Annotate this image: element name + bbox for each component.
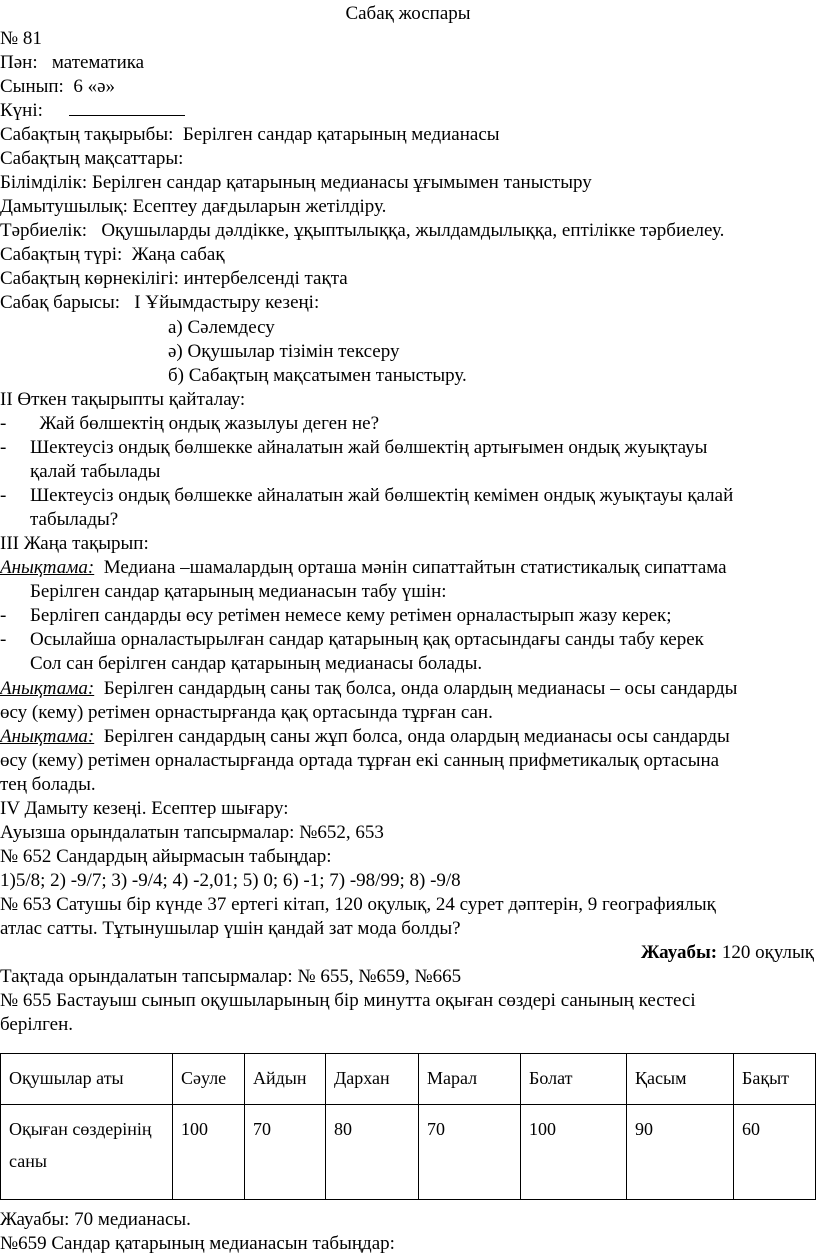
definition-label: Анықтама:	[0, 678, 95, 699]
task-653-cont: атлас сатты. Тұтынушылар үшін қандай зат мода болды?	[0, 918, 461, 939]
stage3-heading: III Жаңа тақырып:	[0, 533, 149, 554]
topic-label: Сабақтың тақырыбы:	[0, 124, 174, 145]
table-row	[1, 1054, 816, 1105]
definition-label: Анықтама:	[0, 726, 95, 747]
date-blank	[69, 99, 185, 116]
page-title: Сабақ жоспары	[345, 3, 471, 24]
task-659: №659 Сандар қатарының медианасын табыңдар:	[0, 1233, 395, 1254]
step-item: - Осылайша орналастырылған сандар қатарының қақ ортасындағы санды табу керек	[0, 629, 704, 650]
date-label: Күні:	[0, 100, 43, 121]
table-header-cell: Айдын	[245, 1054, 326, 1105]
visual-label: Сабақтың көрнекілігі:	[0, 268, 179, 289]
board-tasks: Тақтада орындалатын тапсырмалар: № 655, №659, №665	[0, 966, 462, 987]
table-header-cell: Сәуле	[173, 1054, 245, 1105]
review-question: - Шектеусіз ондық бөлшекке айналатын жай бөлшектің артығымен ондық жуықтауы	[0, 437, 708, 458]
definition-3-cont: тең болады.	[0, 774, 96, 795]
table-row-label: Оқыған сөздерінің саны	[1, 1105, 173, 1200]
lesson-visual	[0, 267, 348, 291]
table-cell: 100	[173, 1105, 245, 1200]
upb-label: Тәрбиелік:	[0, 220, 88, 241]
stage4-heading: IV Дамыту кезеңі. Есептер шығару:	[0, 798, 289, 819]
definition-1: Анықтама: Медиана –шамалардың орташа мәнін сипаттайтын статистикалық сипаттама	[0, 557, 727, 578]
edu-aim	[0, 171, 592, 195]
table-cell: 90	[627, 1105, 734, 1200]
definition-3: Анықтама: Берілген сандардың саны жұп болса, онда олардың медианасы осы сандарды	[0, 726, 730, 747]
review-question: - Жай бөлшектің ондық жазылуы деген не?	[0, 413, 380, 434]
lesson-type	[0, 243, 225, 267]
task-653: № 653 Сатушы бір күнде 37 ертегі кітап, 120 оқулық, 24 сурет дәптерін, 9 географиялық	[0, 894, 716, 915]
task-655-cont: берілген.	[0, 1014, 74, 1035]
upbringing-aim	[0, 219, 724, 243]
table-header-cell: Оқушылар аты	[1, 1054, 173, 1105]
edu-value: Берілген сандар қатарының медианасы ұғымымен таныстыру	[91, 172, 592, 193]
table-cell: 70	[245, 1105, 326, 1200]
answer-655: Жауабы: 70 медианасы.	[0, 1209, 191, 1230]
definition-1-cont: Берілген сандар қатарының медианасын табу үшін:	[30, 581, 447, 602]
dev-value: Есептеу дағдыларын жетілдіру.	[132, 196, 387, 217]
table-header-cell: Марал	[419, 1054, 521, 1105]
stage1-item: б) Сабақтың мақсатымен таныстыру.	[168, 365, 467, 386]
task-655: № 655 Бастауыш сынып оқушыларының бір минутта оқыған сөздері санының кестесі	[0, 990, 696, 1011]
stage1-item: а) Сәлемдесу	[168, 317, 275, 338]
step-item: - Берлігеп сандарды өсу ретімен немесе кему ретімен орналастырып жазу керек;	[0, 605, 672, 626]
dev-aim	[0, 195, 386, 219]
definition-label: Анықтама:	[0, 557, 95, 578]
stage2-heading: II Өткен тақырыпты қайталау:	[0, 389, 246, 410]
type-value: Жаңа сабақ	[131, 244, 225, 265]
class-line	[0, 75, 115, 99]
task-652: № 652 Сандардың айырмасын табыңдар:	[0, 846, 332, 867]
subject-label: Пән:	[0, 52, 38, 73]
topic-line	[0, 123, 500, 147]
class-label: Сынып:	[0, 76, 64, 97]
oral-tasks: Ауызша орындалатын тапсырмалар: №652, 653	[0, 822, 384, 843]
task-652-items: 1)5/8; 2) -9/7; 3) -9/4; 4) -2,01; 5) 0; 6) -1; 7) -98/99; 8) -9/8	[0, 870, 461, 891]
step-item-cont: Сол сан берілген сандар қатарының медианасы болады.	[30, 653, 483, 674]
aims-heading: Сабақтың мақсаттары:	[0, 148, 184, 169]
words-read-table	[0, 1053, 816, 1200]
table-header-cell: Қасым	[627, 1054, 734, 1105]
review-question: - Шектеусіз ондық бөлшекке айналатын жай бөлшектің кемімен ондық жуықтауы қалай	[0, 485, 734, 506]
upb-value: Оқушыларды дәлдікке, ұқыптылыққа, жылдамдылыққа, ептілікке тәрбиелеу.	[101, 220, 725, 241]
table-header-cell: Бақыт	[734, 1054, 816, 1105]
flow-label: Сабақ барысы:	[0, 292, 121, 313]
table-cell: 100	[521, 1105, 627, 1200]
review-question-cont: табылады?	[30, 509, 119, 530]
table-header-cell: Дархан	[326, 1054, 419, 1105]
dev-label: Дамытушылық:	[0, 196, 128, 217]
table-cell: 60	[734, 1105, 816, 1200]
review-question-cont: қалай табылады	[30, 461, 161, 482]
table-header-cell: Болат	[521, 1054, 627, 1105]
type-label: Сабақтың түрі:	[0, 244, 123, 265]
subject-value: математика	[51, 52, 145, 73]
answer-653: Жауабы: 120 оқулық	[640, 942, 814, 963]
date-line	[0, 99, 185, 123]
lesson-flow	[0, 291, 319, 315]
topic-value: Берілген сандар қатарының медианасы	[182, 124, 500, 145]
stage1-heading: I Ұйымдастыру кезеңі:	[134, 292, 320, 313]
table-row	[1, 1105, 816, 1200]
lesson-number: № 81	[0, 28, 42, 49]
subject-line	[0, 51, 144, 75]
visual-value: интербелсенді тақта	[183, 268, 348, 289]
class-value: 6 «ә»	[73, 76, 116, 97]
definition-2: Анықтама: Берілген сандардың саны тақ болса, онда олардың медианасы – осы сандарды	[0, 678, 738, 699]
table-cell: 80	[326, 1105, 419, 1200]
stage1-item: ә) Оқушылар тізімін тексеру	[168, 341, 400, 362]
definition-3-cont: өсу (кему) ретімен орналастырғанда ортада тұрған екі санның прифметикалық ортасына	[0, 750, 720, 771]
definition-2-cont: өсу (кему) ретімен орнастырғанда қақ ортасында тұрған сан.	[0, 702, 493, 723]
table-cell: 70	[419, 1105, 521, 1200]
answer-label: Жауабы:	[640, 942, 718, 963]
edu-label: Білімділік:	[0, 172, 88, 193]
